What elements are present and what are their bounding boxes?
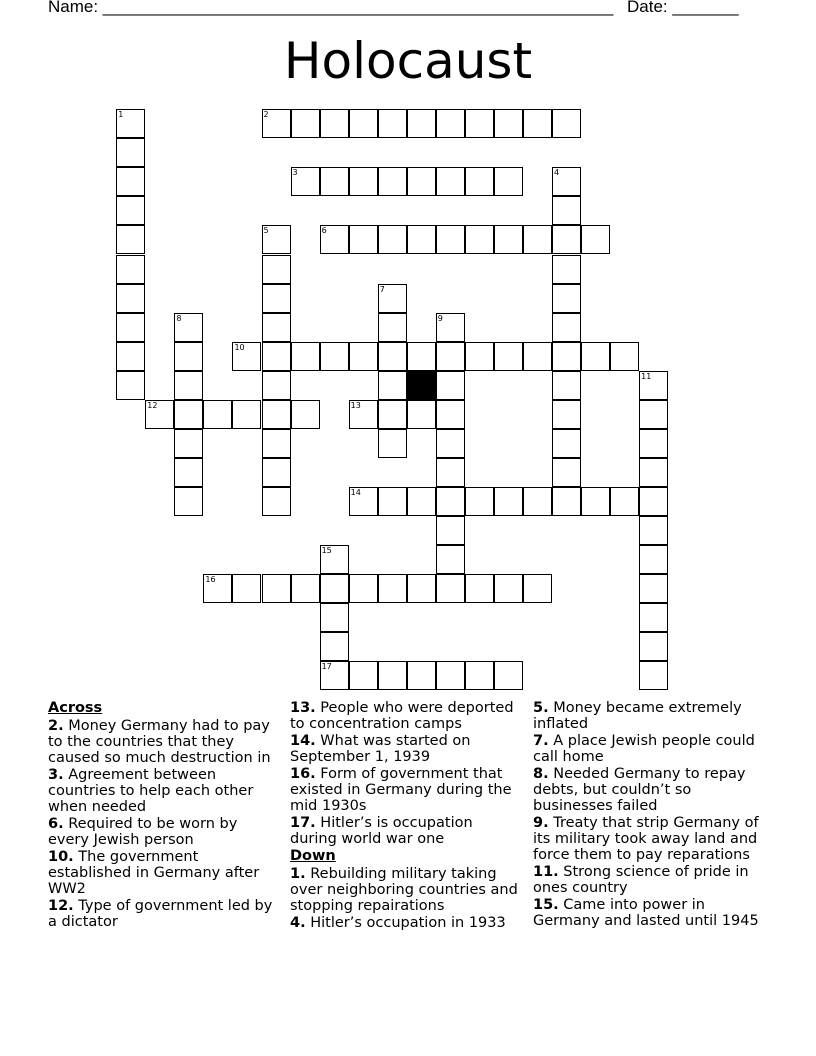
crossword-cell[interactable]	[349, 109, 378, 138]
puzzle-title: Holocaust	[283, 32, 533, 90]
crossword-cell[interactable]	[639, 603, 668, 632]
cell-number: 6	[321, 226, 327, 236]
crossword-cell[interactable]	[378, 487, 407, 516]
crossword-cell[interactable]	[436, 371, 465, 400]
clue-down-15	[533, 897, 765, 929]
crossword-cell[interactable]	[320, 109, 349, 138]
crossword-cell[interactable]	[378, 574, 407, 603]
crossword-cell[interactable]	[610, 342, 639, 371]
crossword-cell[interactable]	[436, 429, 465, 458]
crossword-cell[interactable]	[436, 313, 465, 342]
crossword-cell[interactable]	[407, 225, 436, 254]
crossword-cell[interactable]	[291, 574, 320, 603]
cell-number: 5	[263, 226, 269, 236]
crossword-cell[interactable]	[320, 342, 349, 371]
cell-number: 15	[321, 546, 332, 555]
crossword-cell[interactable]	[349, 225, 378, 254]
clue-number: 13.	[290, 700, 316, 716]
clue-across-16	[290, 766, 522, 814]
crossword-cell[interactable]	[436, 167, 465, 196]
cell-number: 2	[263, 110, 269, 120]
crossword-cell[interactable]	[262, 225, 291, 254]
crossword-cell[interactable]	[116, 167, 145, 196]
crossword-cell[interactable]	[407, 661, 436, 690]
cell-number: 11	[641, 371, 652, 381]
clue-down-9	[533, 815, 765, 863]
crossword-cell[interactable]	[203, 574, 232, 603]
crossword-cell[interactable]	[552, 487, 581, 516]
crossword-cell[interactable]	[639, 429, 668, 458]
crossword-cell[interactable]	[262, 371, 291, 400]
down-heading: Down	[290, 848, 336, 864]
crossword-cell[interactable]	[407, 574, 436, 603]
crossword-cell[interactable]	[378, 371, 407, 400]
crossword-cell[interactable]	[523, 487, 552, 516]
crossword-cell[interactable]	[116, 313, 145, 342]
cell-number: 13	[350, 400, 361, 410]
crossword-cell[interactable]	[262, 487, 291, 516]
crossword-cell[interactable]	[436, 458, 465, 487]
clue-across-12	[48, 898, 280, 930]
crossword-cell[interactable]	[174, 487, 203, 516]
crossword-cell[interactable]	[349, 574, 378, 603]
crossword-cell[interactable]	[465, 574, 494, 603]
crossword-cell[interactable]	[174, 371, 203, 400]
crossword-cell[interactable]	[320, 661, 349, 690]
crossword-cell[interactable]	[436, 661, 465, 690]
cell-number: 12	[147, 400, 158, 410]
clue-number: 10.	[48, 849, 74, 865]
crossword-cell[interactable]	[407, 342, 436, 371]
clue-text: A place Jewish people could call home	[533, 733, 755, 765]
crossword-cell[interactable]	[378, 400, 407, 429]
crossword-cell[interactable]	[320, 225, 349, 254]
cell-number: 3	[292, 168, 298, 178]
crossword-cell[interactable]	[436, 225, 465, 254]
cell-number: 16	[205, 575, 216, 585]
crossword-cell[interactable]	[494, 487, 523, 516]
crossword-cell[interactable]	[552, 109, 581, 138]
across-heading: Across	[48, 700, 103, 716]
crossword-cell[interactable]	[174, 313, 203, 342]
crossword-cell[interactable]	[494, 342, 523, 371]
clue-number: 3.	[48, 767, 64, 783]
clues-column-3	[533, 700, 765, 930]
crossword-cell[interactable]	[407, 487, 436, 516]
clue-across-17	[290, 815, 522, 847]
clue-text: Required to be worn by every Jewish person	[48, 816, 238, 848]
crossword-cell[interactable]	[639, 400, 668, 429]
clue-text: Type of government led by a dictator	[48, 898, 273, 930]
clue-number: 7.	[533, 733, 549, 749]
crossword-cell[interactable]	[552, 313, 581, 342]
clue-number: 14.	[290, 733, 316, 749]
crossword-cell[interactable]	[262, 313, 291, 342]
cell-number: 10	[234, 342, 245, 352]
crossword-cell[interactable]	[232, 342, 261, 371]
crossword-cell[interactable]	[320, 632, 349, 661]
crossword-cell[interactable]	[349, 400, 378, 429]
crossword-cell[interactable]	[174, 458, 203, 487]
crossword-cell[interactable]	[320, 545, 349, 574]
crossword-cell[interactable]	[378, 342, 407, 371]
crossword-cell[interactable]	[552, 284, 581, 313]
crossword-cell[interactable]	[610, 487, 639, 516]
crossword-cell[interactable]	[291, 109, 320, 138]
crossword-cell[interactable]	[407, 400, 436, 429]
clue-number: 17.	[290, 815, 316, 831]
crossword-cell[interactable]	[436, 109, 465, 138]
crossword-cell[interactable]	[494, 225, 523, 254]
crossword-cell[interactable]	[639, 574, 668, 603]
crossword-cell[interactable]	[174, 342, 203, 371]
name-field-label: Name: ______________________________________________________	[48, 0, 614, 16]
clue-text: Strong science of pride in ones country	[533, 864, 749, 896]
crossword-cell[interactable]	[465, 342, 494, 371]
crossword-cell[interactable]	[116, 284, 145, 313]
crossword-cell[interactable]	[349, 487, 378, 516]
crossword-cell[interactable]	[639, 458, 668, 487]
crossword-cell[interactable]	[407, 109, 436, 138]
crossword-cell[interactable]	[639, 371, 668, 400]
crossword-cell[interactable]	[291, 342, 320, 371]
clue-across-2	[48, 718, 280, 766]
crossword-cell[interactable]	[262, 284, 291, 313]
crossword-cell[interactable]	[116, 109, 145, 138]
clue-number: 9.	[533, 815, 549, 831]
clue-text: Came into power in Germany and lasted until 1945	[533, 897, 759, 929]
crossword-cell[interactable]	[320, 574, 349, 603]
crossword-cell[interactable]	[581, 342, 610, 371]
crossword-cell[interactable]	[494, 109, 523, 138]
clue-number: 1.	[290, 866, 306, 882]
crossword-cell[interactable]	[465, 487, 494, 516]
crossword-cell[interactable]	[262, 574, 291, 603]
clue-number: 16.	[290, 766, 316, 782]
crossword-cell[interactable]	[116, 342, 145, 371]
crossword-cell[interactable]	[552, 371, 581, 400]
clue-down-11	[533, 864, 765, 896]
clue-across-3	[48, 767, 280, 815]
crossword-cell[interactable]	[378, 167, 407, 196]
clue-text: People who were deported to concentration camps	[290, 700, 514, 732]
crossword-cell[interactable]	[378, 661, 407, 690]
crossword-cell[interactable]	[552, 342, 581, 371]
clue-number: 15.	[533, 897, 559, 913]
crossword-cell[interactable]	[262, 458, 291, 487]
crossword-cell[interactable]	[378, 284, 407, 313]
crossword-cell[interactable]	[116, 138, 145, 167]
clue-text: Treaty that strip Germany of its military took away land and force them to pay reparations	[533, 815, 759, 863]
crossword-cell[interactable]	[552, 429, 581, 458]
clue-text: The government established in Germany after WW2	[48, 849, 260, 897]
crossword-cell[interactable]	[262, 109, 291, 138]
crossword-cell[interactable]	[436, 487, 465, 516]
crossword-cell[interactable]	[552, 400, 581, 429]
crossword-cell[interactable]	[436, 400, 465, 429]
crossword-cell[interactable]	[494, 167, 523, 196]
crossword-cell[interactable]	[465, 109, 494, 138]
crossword-cell[interactable]	[552, 458, 581, 487]
clue-number: 8.	[533, 766, 549, 782]
cell-number: 8	[176, 313, 182, 323]
crossword-cell[interactable]	[262, 255, 291, 284]
clue-text: Form of government that existed in Germany during the mid 1930s	[290, 766, 512, 814]
crossword-cell[interactable]	[639, 487, 668, 516]
crossword-cell[interactable]	[262, 429, 291, 458]
crossword-cell[interactable]	[116, 371, 145, 400]
crossword-cell[interactable]	[523, 574, 552, 603]
crossword-cell[interactable]	[436, 342, 465, 371]
clue-down-1	[290, 866, 522, 914]
clue-text: Money Germany had to pay to the countries that they caused so much destruction in	[48, 718, 271, 766]
clue-across-14	[290, 733, 522, 765]
crossword-cell[interactable]	[203, 400, 232, 429]
clue-text: Money became extremely inflated	[533, 700, 742, 732]
crossword-cell[interactable]	[320, 167, 349, 196]
crossword-cell[interactable]	[320, 603, 349, 632]
crossword-cell[interactable]	[116, 225, 145, 254]
clue-across-10	[48, 849, 280, 897]
date-field-label: Date: _______	[627, 0, 739, 16]
clue-number: 2.	[48, 718, 64, 734]
clue-text: Needed Germany to repay debts, but couldn’t so businesses failed	[533, 766, 746, 814]
crossword-cell[interactable]	[116, 196, 145, 225]
crossword-cell[interactable]	[639, 516, 668, 545]
clues-column-2	[290, 700, 522, 932]
crossword-cell[interactable]	[436, 574, 465, 603]
crossword-cell[interactable]	[523, 225, 552, 254]
crossword-cell[interactable]	[552, 167, 581, 196]
crossword-cell[interactable]	[581, 225, 610, 254]
cell-number: 14	[350, 487, 361, 497]
crossword-cell[interactable]	[349, 661, 378, 690]
clues-column-1	[48, 700, 280, 931]
clue-text: Agreement between countries to help each other when needed	[48, 767, 254, 815]
crossword-cell[interactable]	[465, 225, 494, 254]
clue-number: 4.	[290, 915, 306, 931]
crossword-cell[interactable]	[378, 109, 407, 138]
crossword-cell[interactable]	[552, 255, 581, 284]
clue-number: 12.	[48, 898, 74, 914]
clue-down-4	[290, 915, 522, 931]
crossword-cell[interactable]	[639, 632, 668, 661]
crossword-cell[interactable]	[232, 574, 261, 603]
crossword-cell[interactable]	[116, 255, 145, 284]
crossword-cell[interactable]	[639, 545, 668, 574]
clue-text: What was started on September 1, 1939	[290, 733, 471, 765]
cell-number: 4	[554, 168, 560, 178]
clue-text: Hitler’s is occupation during world war one	[290, 815, 473, 847]
crossword-cell[interactable]	[174, 400, 203, 429]
crossword-cell[interactable]	[349, 167, 378, 196]
crossword-cell[interactable]	[581, 487, 610, 516]
cell-number: 7	[379, 284, 385, 294]
clue-text: Hitler’s occupation in 1933	[305, 915, 506, 931]
crossword-cell[interactable]	[291, 400, 320, 429]
crossword-cell[interactable]	[494, 574, 523, 603]
crossword-cell[interactable]	[262, 400, 291, 429]
clue-number: 11.	[533, 864, 559, 880]
crossword-cell[interactable]	[378, 225, 407, 254]
crossword-cell[interactable]	[349, 342, 378, 371]
crossword-cell[interactable]	[436, 516, 465, 545]
crossword-cell[interactable]	[262, 342, 291, 371]
cell-number: 1	[118, 110, 124, 120]
cell-number: 17	[321, 662, 332, 672]
crossword-cell[interactable]	[174, 429, 203, 458]
crossword-cell[interactable]	[552, 225, 581, 254]
clue-text: Rebuilding military taking over neighboring countries and stopping repairations	[290, 866, 518, 914]
black-square	[407, 371, 436, 400]
crossword-cell[interactable]	[494, 661, 523, 690]
clue-down-7	[533, 733, 765, 765]
clue-down-5	[533, 700, 765, 732]
clue-down-8	[533, 766, 765, 814]
clue-across-13	[290, 700, 522, 732]
crossword-cell[interactable]	[232, 400, 261, 429]
crossword-cell[interactable]	[523, 109, 552, 138]
crossword-cell[interactable]	[552, 196, 581, 225]
clue-number: 5.	[533, 700, 549, 716]
clue-across-6	[48, 816, 280, 848]
clue-number: 6.	[48, 816, 64, 832]
crossword-cell[interactable]	[523, 342, 552, 371]
crossword-cell[interactable]	[291, 167, 320, 196]
cell-number: 9	[437, 313, 443, 323]
crossword-cell[interactable]	[465, 661, 494, 690]
crossword-cell[interactable]	[145, 400, 174, 429]
crossword-cell[interactable]	[407, 167, 436, 196]
crossword-cell[interactable]	[465, 167, 494, 196]
crossword-cell[interactable]	[378, 429, 407, 458]
crossword-cell[interactable]	[378, 313, 407, 342]
crossword-cell[interactable]	[436, 545, 465, 574]
crossword-cell[interactable]	[639, 661, 668, 690]
